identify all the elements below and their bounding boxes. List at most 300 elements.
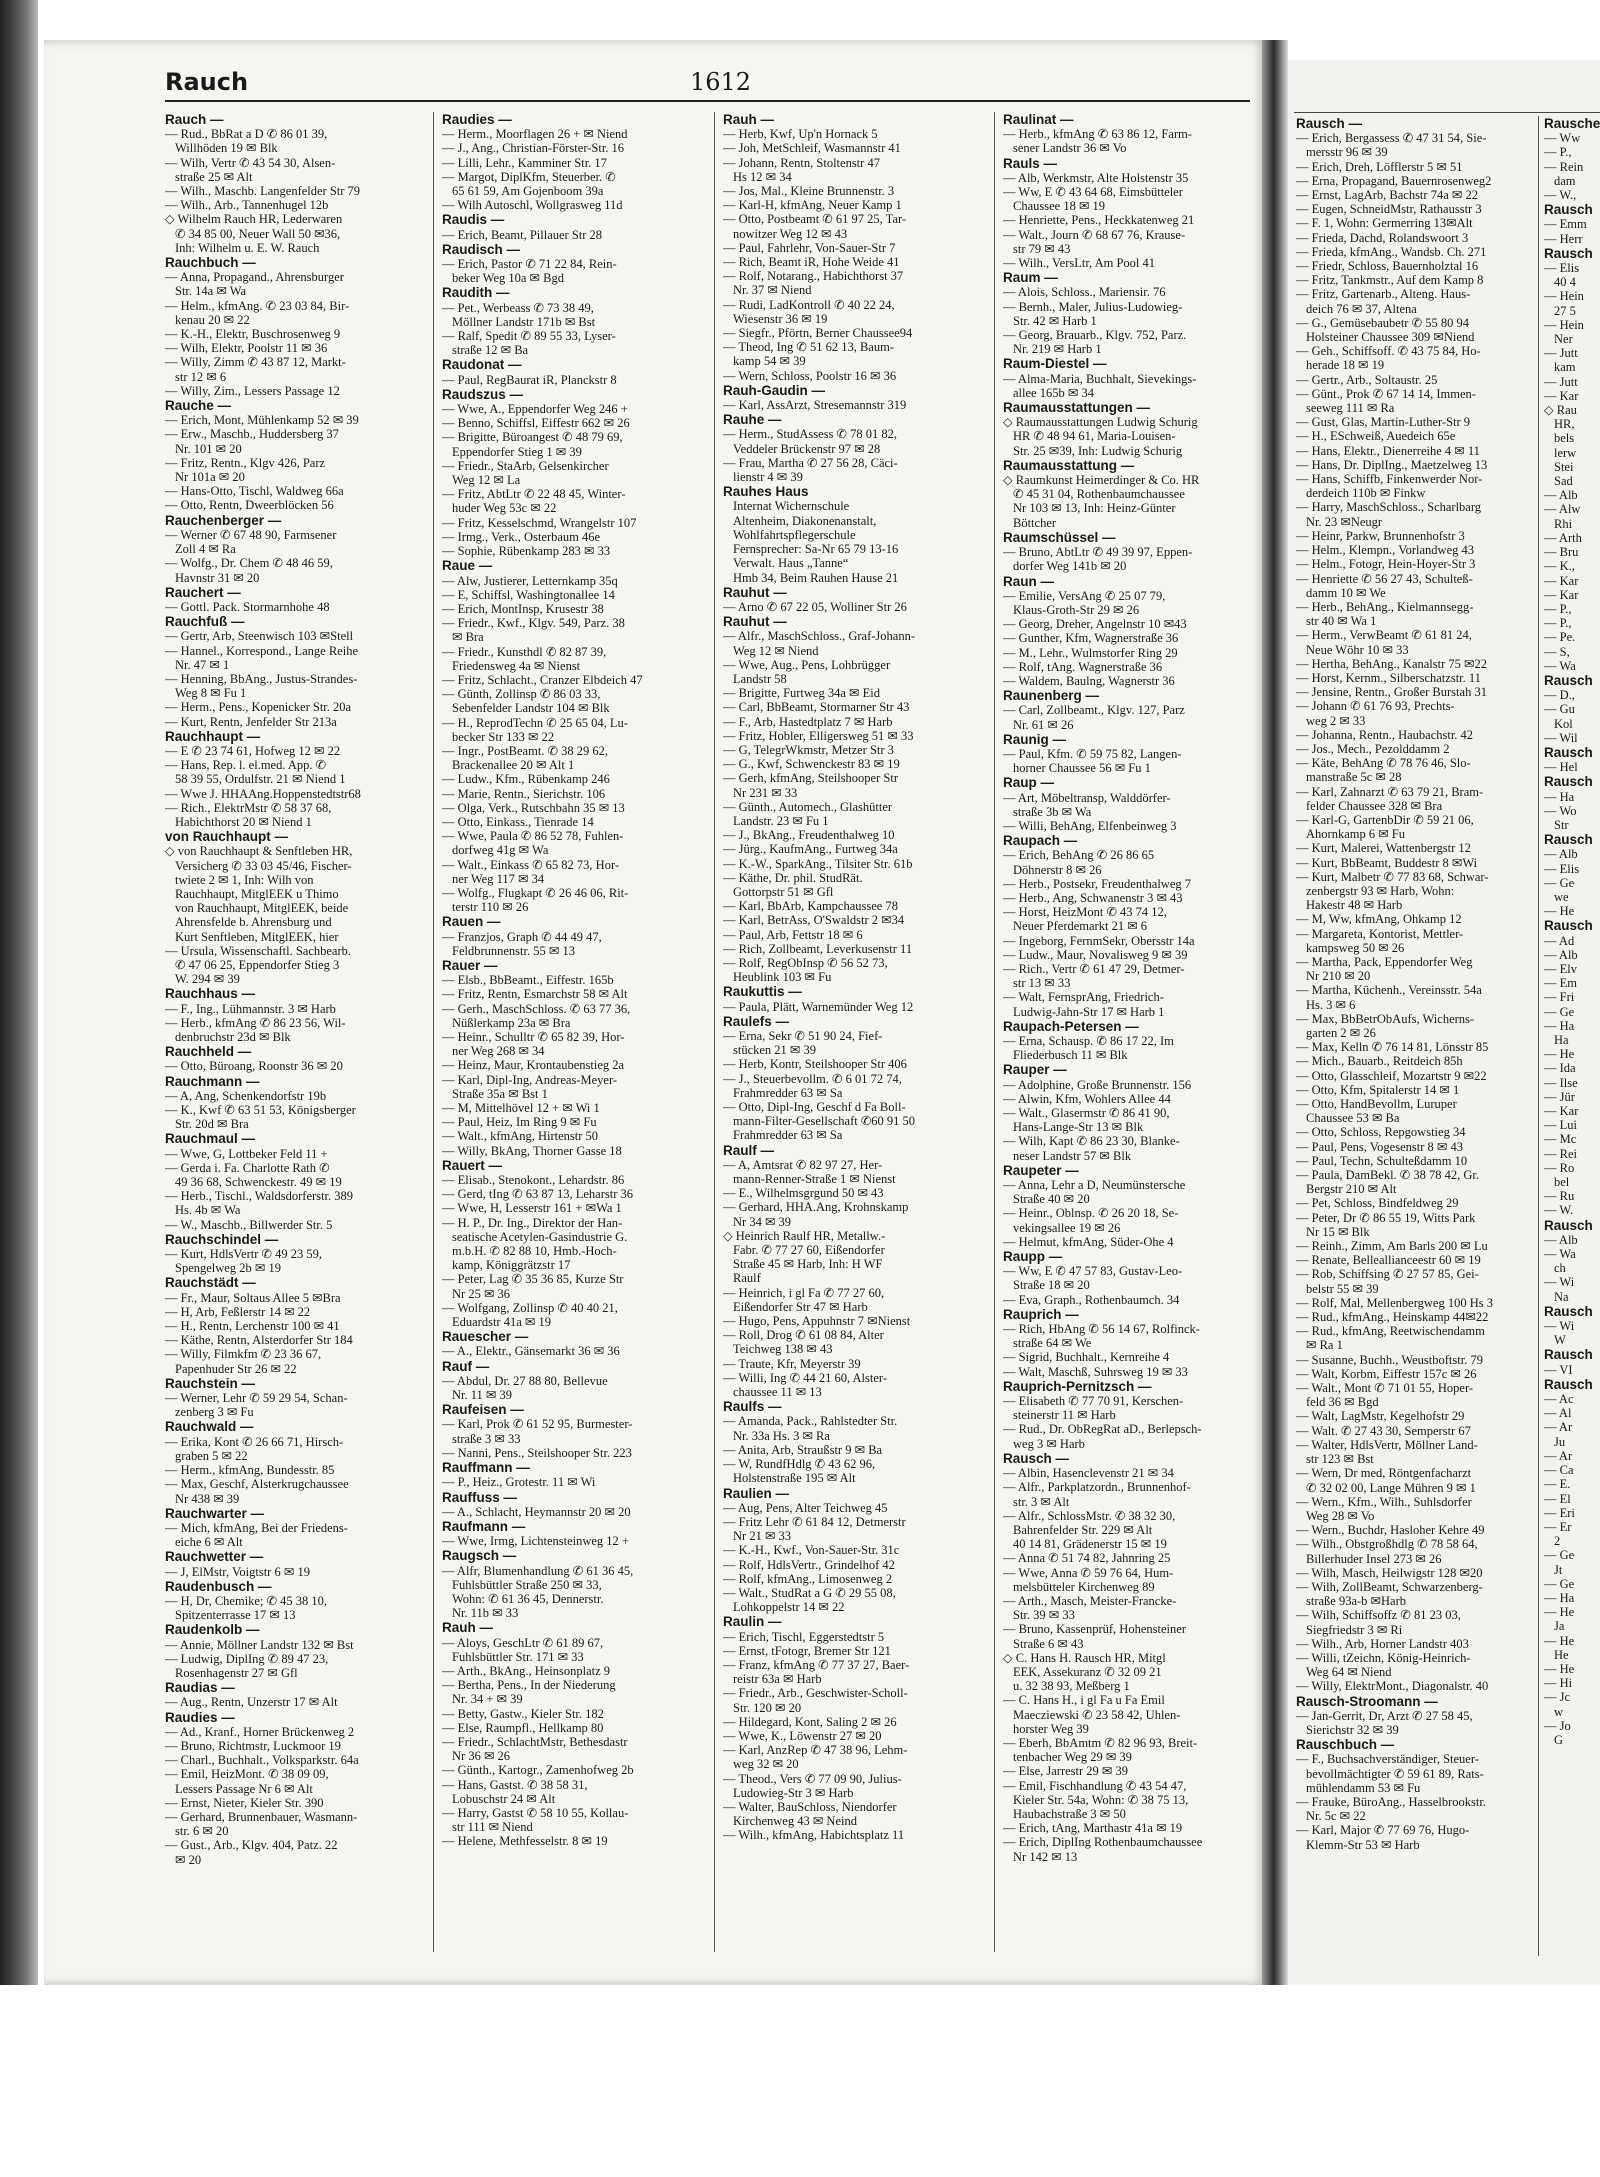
entry-line: — E, Schiffsl, Washingtonallee 14 <box>442 587 615 602</box>
entry-line: 49 36 68, Schwenckestr. 49 ✉ 19 <box>175 1175 342 1190</box>
entry-line: Jt <box>1554 1562 1563 1577</box>
entry-heading: Raupach-Petersen — <box>1003 1019 1139 1034</box>
entry-line: — Henning, BbAng., Justus-Strandes- <box>165 671 358 686</box>
entry-line: — Fritz, Schlacht., Cranzer Elbdeich 47 <box>442 672 643 687</box>
entry-line: Eißendorfer Str 47 ✉ Harb <box>733 1299 868 1314</box>
entry-line: Nr. 219 ✉ Harb 1 <box>1013 342 1102 357</box>
entry-line: — Wil <box>1544 730 1578 745</box>
entry-line: — Georg, Dreher, Angelnstr 10 ✉43 <box>1003 617 1187 632</box>
entry-line: — Emil, Fischhandlung ✆ 43 54 47, <box>1003 1778 1187 1793</box>
entry-line: — Susanne, Buchh., Weustboftstr. 79 <box>1296 1352 1483 1367</box>
entry-line: — Karl-H, kfmAng, Neuer Kamp 1 <box>723 198 902 213</box>
entry-heading: Rauch — <box>165 113 224 127</box>
entry-heading: Rauchwarter — <box>165 1506 265 1521</box>
entry-line: — Fritz Lehr ✆ 61 84 12, Detmerstr <box>723 1514 906 1529</box>
entry-line: — Karl, AssArzt, Stresemannstr 319 <box>723 398 907 413</box>
entry-heading: Raulefs — <box>723 1014 790 1029</box>
right-column-separator <box>1538 116 1539 1956</box>
entry-line: — Wilh, Masch, Heilwigstr 128 ✉20 <box>1296 1565 1483 1580</box>
entry-line: — G., Gemüsebaubetr ✆ 55 80 94 <box>1296 315 1469 330</box>
entry-line: — Wwe J. HHAAng.Hoppenstedtstr68 <box>165 786 361 801</box>
entry-line: Hmb 34, Beim Rauhen Hause 21 <box>733 570 899 585</box>
entry-line: — Jo <box>1544 1718 1571 1733</box>
entry-line: — Herb., BehAng., Kielmannsegg- <box>1296 599 1474 614</box>
entry-line: — Otto, Einkass., Tienrade 14 <box>442 814 594 829</box>
entry-heading: Raun — <box>1003 574 1055 589</box>
entry-line: — Arth., Masch, Meister-Francke- <box>1003 1593 1177 1608</box>
entry-heading: Raufeisen — <box>442 1403 524 1418</box>
entry-line: — Ernst, tFotogr, Bremer Str 121 <box>723 1643 891 1658</box>
entry-line: — Otto, Büroang, Roonstr 36 ✉ 20 <box>165 1059 343 1074</box>
entry-line: straße 64 ✉ We <box>1013 1336 1092 1351</box>
entry-line: Spengelweg 2b ✉ 19 <box>175 1261 281 1276</box>
entry-line: denbruchstr 23d ✉ Blk <box>175 1030 291 1044</box>
entry-heading: Raudenbusch — <box>165 1579 272 1594</box>
entry-line: mersstr 96 ✉ 39 <box>1306 145 1388 160</box>
entry-line: — W., Maschb., Billwerder Str. 5 <box>165 1217 333 1232</box>
entry-line: Haubachstraße 3 ✉ 50 <box>1013 1806 1126 1821</box>
entry-line: — Alfr., MaschSchloss., Graf-Johann- <box>723 629 915 644</box>
entry-line: — G, TelegrWkmstr, Metzer Str 3 <box>723 742 894 757</box>
entry-line: Nr. 5c ✉ 22 <box>1306 1809 1366 1824</box>
entry-line: HR, <box>1554 417 1575 432</box>
entry-line: Willhöden 19 ✉ Blk <box>175 141 278 156</box>
entry-line: — Erich, Dreh, Löfflerstr 5 ✉ 51 <box>1296 159 1463 174</box>
entry-line: — Walt., Glasermstr ✆ 86 41 90, <box>1003 1106 1170 1121</box>
entry-line: — Wwe, Aug., Pens, Lohbrügger <box>723 657 891 672</box>
entry-heading: Rausch <box>1544 246 1593 261</box>
entry-line: Fuhlsbüttler Str. 171 ✉ 33 <box>452 1649 584 1664</box>
entry-line: — Martha, Pack, Eppendorfer Weg <box>1296 954 1473 969</box>
entry-line: — Gerda i. Fa. Charlotte Rath ✆ <box>165 1160 330 1175</box>
entry-line: — J., BkAng., Freudenthalweg 10 <box>723 828 895 843</box>
entry-line: ✆ 34 85 00, Neuer Wall 50 ✉36, <box>175 226 341 241</box>
entry-line: Straße 40 ✉ 20 <box>1013 1192 1090 1207</box>
entry-line: kamp 54 ✉ 39 <box>733 354 806 369</box>
entry-heading: Raulin — <box>723 1615 782 1630</box>
entry-line: — Max, Kelln ✆ 76 14 81, Lönsstr 85 <box>1296 1040 1489 1055</box>
entry-line: — Wilh, Kapt ✆ 86 23 30, Blanke- <box>1003 1134 1180 1149</box>
entry-line: ◇ Heinrich Raulf HR, Metallw.- <box>723 1228 886 1243</box>
entry-line: — Paul, Techn, Schulteßdamm 10 <box>1296 1153 1468 1168</box>
entry-line: — Paula, DamBekl. ✆ 38 78 42, Gr. <box>1296 1168 1480 1183</box>
entry-line: — Willy, BkAng, Thorner Gasse 18 <box>442 1143 622 1158</box>
entry-line: — He <box>1544 1633 1575 1648</box>
entry-line: Fuhlsbüttler Straße 250 ✉ 33, <box>452 1577 602 1592</box>
entry-line: Kol <box>1554 716 1573 731</box>
entry-line: — Wi <box>1544 1319 1575 1334</box>
entry-line: huder Weg 53c ✉ 22 <box>452 501 557 516</box>
entry-line: — Johann, Rentn, Stoltenstr 47 <box>723 155 880 170</box>
column-separator <box>433 112 434 1952</box>
entry-line: — Wilh., Arb, Horner Landstr 403 <box>1296 1636 1469 1651</box>
entry-line: Na <box>1554 1289 1569 1304</box>
entry-line: — Hannel., Korrespond., Lange Reihe <box>165 643 358 658</box>
entry-line: — Alb <box>1544 1232 1578 1247</box>
entry-line: eiche 6 ✉ Alt <box>175 1535 243 1550</box>
entry-heading: Rausch <box>1544 1348 1593 1363</box>
entry-heading: Raunig — <box>1003 732 1066 747</box>
entry-line: 58 39 55, Ordulfstr. 21 ✉ Niend 1 <box>175 772 346 787</box>
entry-line: — J., Ang., Christian-Förster-Str. 16 <box>442 141 625 156</box>
entry-line: Ja <box>1554 1619 1565 1634</box>
entry-line: ner Weg 117 ✉ 34 <box>452 871 545 886</box>
entry-line: 27 5 <box>1554 303 1576 318</box>
entry-line: — Olga, Verk., Rutschbahn 35 ✉ 13 <box>442 800 625 815</box>
entry-line: — Irmg., Verk., Osterbaum 46e <box>442 529 601 544</box>
entry-line: — Anna, Propagand., Ahrensburger <box>165 270 344 285</box>
entry-line: — Friedr, Schloss, Bauernholztal 16 <box>1296 259 1479 274</box>
entry-line: — Wern., Buchdr, Hasloher Kehre 49 <box>1296 1523 1485 1538</box>
entry-line: — He <box>1544 1661 1575 1676</box>
entry-line: — Wern., Kfm., Wilh., Suhlsdorfer <box>1296 1494 1472 1509</box>
entry-line: — Theod, Ing ✆ 51 62 13, Baum- <box>723 340 894 355</box>
entry-line: — J., Steuerbevollm. ✆ 6 01 72 74, <box>723 1071 902 1086</box>
entry-line: — Traute, Kfr, Meyerstr 39 <box>723 1356 861 1371</box>
entry-line: W. 294 ✉ 39 <box>175 972 240 987</box>
entry-line: — Pet, Schloss, Bindfeldweg 29 <box>1296 1196 1459 1211</box>
entry-line: — El <box>1544 1491 1571 1506</box>
entry-line: bevollmächtigter ✆ 59 61 89, Rats- <box>1306 1766 1484 1781</box>
entry-heading: Rauchhaupt — <box>165 729 261 744</box>
entry-line: Raulf <box>733 1271 761 1286</box>
entry-line: ✉ 20 <box>175 1852 202 1867</box>
entry-line: — Wilh., Maschb. Langenfelder Str 79 <box>165 184 361 199</box>
entry-line: Versicherg ✆ 33 03 45/46, Fischer- <box>175 858 352 873</box>
entry-line: Altenheim, Diakonenanstalt, <box>733 513 877 528</box>
entry-line: — Herb, Kontr, Steilshooper Str 406 <box>723 1057 907 1072</box>
entry-line: — Ludw., Kfm., Rübenkamp 246 <box>442 772 610 787</box>
entry-heading: Rausch <box>1544 673 1593 688</box>
entry-line: Billerhuder Insel 273 ✉ 26 <box>1306 1551 1442 1566</box>
entry-line: von Rauchhaupt, MitglEEK, beide <box>175 901 349 916</box>
directory-column-4 <box>1003 112 1261 1952</box>
entry-line: HR ✆ 48 94 61, Maria-Louisen- <box>1013 429 1176 444</box>
entry-line: — Alb <box>1544 488 1578 503</box>
entry-line: — Rolf, kfmAng., Limosenweg 2 <box>723 1571 893 1586</box>
entry-heading: Raum — <box>1003 271 1058 286</box>
entry-line: zenbergstr 93 ✉ Harb, Wohn: <box>1306 883 1455 898</box>
entry-line: Stei <box>1554 459 1574 474</box>
entry-line: — Günth., Kartogr., Zamenhofweg 2b <box>442 1763 634 1778</box>
entry-line: — Karl, Zahnarzt ✆ 63 79 21, Bram- <box>1296 784 1484 799</box>
entry-heading: Rauschbuch — <box>1296 1738 1395 1753</box>
entry-line: — Lilli, Lehr., Kamminer Str. 17 <box>442 155 607 170</box>
entry-line: — Jutt <box>1544 346 1578 361</box>
entry-line: 40 14 81, Grädenerstr 15 ✉ 19 <box>1013 1537 1167 1552</box>
entry-line: — Wolfgang, Zollinsp ✆ 40 40 21, <box>442 1300 618 1315</box>
entry-heading: Rauhut — <box>723 615 787 630</box>
entry-line: — Kurt, HdlsVertr ✆ 49 23 59, <box>165 1247 322 1262</box>
entry-line: — Aloys, GeschLtr ✆ 61 89 67, <box>442 1635 604 1650</box>
entry-line: — Willy, ElektrMont., Diagonalstr. 40 <box>1296 1679 1489 1694</box>
entry-line: — Erich, Beamt, Pillauer Str 28 <box>442 227 603 242</box>
entry-line: — Herb., Tischl., Waldsdorferstr. 389 <box>165 1189 353 1204</box>
entry-line: — M., Lehr., Wulmstorfer Ring 29 <box>1003 645 1178 660</box>
entry-line: Frahmredder 63 ✉ Sa <box>733 1128 843 1143</box>
entry-line: — Johann ✆ 61 76 93, Prechts- <box>1296 699 1455 714</box>
entry-line: — Frau, Martha ✆ 27 56 28, Cäci- <box>723 455 898 470</box>
entry-line: — Gottl. Pack. Stormarnhohe 48 <box>165 599 330 614</box>
entry-line: Str. 39 ✉ 33 <box>1013 1608 1075 1623</box>
entry-line: Weg 64 ✉ Niend <box>1306 1665 1392 1680</box>
entry-line: — Ralf, Spedit ✆ 89 55 33, Lyser- <box>442 329 616 344</box>
entry-line: — Frieda, Dachd, Rolandswoort 3 <box>1296 230 1469 245</box>
entry-line: — Eberh, BbAmtm ✆ 82 96 93, Breit- <box>1003 1735 1198 1750</box>
entry-heading: Rauchmann — <box>165 1074 260 1089</box>
entry-line: — Rolf, Mal, Mellenbergweg 100 Hs 3 <box>1296 1295 1493 1310</box>
entry-line: — K., <box>1544 559 1575 574</box>
entry-heading: Rauls — <box>1003 156 1058 171</box>
entry-heading: Rauer — <box>442 958 498 973</box>
entry-line: ✉ Ra 1 <box>1306 1338 1343 1353</box>
entry-line: neser Landstr 57 ✉ Blk <box>1013 1148 1132 1163</box>
entry-line: becker Str 133 ✉ 22 <box>452 729 555 744</box>
entry-line: — Erich, BehAng ✆ 26 86 65 <box>1003 848 1155 863</box>
entry-line: — Erna, Schausp. ✆ 86 17 22, Im <box>1003 1034 1174 1048</box>
entry-line: Eduardstr 41a ✉ 19 <box>452 1315 551 1330</box>
entry-line: straße 3b ✉ Wa <box>1013 804 1092 819</box>
entry-line: Nr. 33a Hs. 3 ✉ Ra <box>733 1428 830 1443</box>
entry-line: — Eri <box>1544 1505 1575 1520</box>
entry-line: — Walt., kfmAng, Hirtenstr 50 <box>442 1129 599 1144</box>
entry-line: kamp, Königgrätzstr 17 <box>452 1258 571 1273</box>
entry-line: — Wilh., kfmAng, Habichtsplatz 11 <box>723 1828 905 1843</box>
entry-line: — Franzjos, Graph ✆ 44 49 47, <box>442 929 602 944</box>
entry-line: — Friedr., Kunsthdl ✆ 82 87 39, <box>442 644 607 659</box>
entry-heading: Raudias — <box>165 1681 235 1696</box>
entry-line: — Willi, BehAng, Elfenbeinweg 3 <box>1003 818 1177 833</box>
entry-line: str 40 ✉ Wa 1 <box>1306 614 1377 629</box>
entry-line: — Herb., Postsekr, Freudenthalweg 7 <box>1003 876 1192 891</box>
entry-heading: Raumschüssel — <box>1003 530 1116 545</box>
entry-line: — Rich., Vertr ✆ 61 47 29, Detmer- <box>1003 961 1185 976</box>
entry-line: terstr 110 ✉ 26 <box>452 900 529 915</box>
entry-line: — Marie, Rentn., Sierichstr. 106 <box>442 786 606 801</box>
entry-line: Kurt Senftleben, MitglEEK, hier <box>175 929 339 944</box>
entry-line: Nr 15 ✉ Blk <box>1306 1224 1370 1239</box>
entry-line: Landstr 58 <box>733 671 787 686</box>
entry-line: — Günth., Automech., Glashütter <box>723 799 893 814</box>
entry-line: — Carl, Zollbeamt., Klgv. 127, Parz <box>1003 703 1185 718</box>
entry-line: ◇ Wilhelm Rauch HR, Lederwaren <box>165 212 343 227</box>
entry-line: tenbacher Weg 29 ✉ 39 <box>1013 1750 1132 1765</box>
entry-line: — Rud., kfmAng., Heinskamp 44✉22 <box>1296 1310 1489 1325</box>
entry-line: — Walt, Maschß, Suhrsweg 19 ✉ 33 <box>1003 1364 1188 1379</box>
entry-line: — Rob, Schiffsing ✆ 27 57 85, Gei- <box>1296 1267 1479 1282</box>
entry-line: manstraße 5c ✉ 28 <box>1306 770 1402 785</box>
entry-line: — Ida <box>1544 1061 1576 1076</box>
entry-line: steinerstr 11 ✉ Harb <box>1013 1408 1116 1423</box>
entry-heading: Raulfs — <box>723 1400 782 1415</box>
entry-line: ◇ Raumkunst Heimerdinger & Co. HR <box>1003 473 1200 488</box>
entry-line: Nr 25 ✉ 36 <box>452 1286 511 1301</box>
entry-line: ◇ C. Hans H. Rausch HR, Mitgl <box>1003 1650 1166 1665</box>
entry-line: — Ilse <box>1544 1075 1578 1090</box>
entry-line: — Erich, DiplIng Rothenbaumchaussee <box>1003 1835 1203 1850</box>
entry-heading: Rauchstein — <box>165 1376 256 1391</box>
entry-line: Nr. 11 ✉ 39 <box>452 1388 513 1403</box>
entry-line: — K.-W., SparkAng., Tilsiter Str. 61b <box>723 856 913 871</box>
entry-line: Fernsprecher: Sa-Nr 65 79 13-16 <box>733 542 899 557</box>
entry-line: — Theod., Vers ✆ 77 09 90, Julius- <box>723 1771 902 1786</box>
entry-line: Nüßlerkamp 23a ✉ Bra <box>452 1015 571 1030</box>
entry-line: — Gerh, kfmAng, Steilshooper Str <box>723 771 898 786</box>
entry-line: Holsteiner Chaussee 309 ✉Niend <box>1306 330 1475 345</box>
entry-line: — Wilh., VersLtr, Am Pool 41 <box>1003 256 1156 271</box>
entry-heading: Rauh-Gaudin — <box>723 383 825 398</box>
entry-line: bel <box>1554 1175 1570 1190</box>
entry-line: Ha <box>1554 1033 1569 1047</box>
entry-line: mühlendamm 53 ✉ Fu <box>1306 1780 1421 1795</box>
entry-line: — Eva, Graph., Rothenbaumch. 34 <box>1003 1292 1180 1307</box>
entry-line: Ner <box>1554 332 1573 347</box>
entry-line: — Bru <box>1544 545 1579 560</box>
entry-line: twiete 2 ✉ 1, Inh: Wilh von <box>175 872 314 887</box>
entry-line: seeweg 111 ✉ Ra <box>1306 401 1395 416</box>
entry-line: Hs. 3 ✉ 6 <box>1306 997 1356 1012</box>
entry-line: — F., Buchsachverständiger, Steuer- <box>1296 1752 1479 1767</box>
entry-line: — Ingeborg, FernmSekr, Obersstr 14a <box>1003 933 1195 948</box>
entry-line: — Heinz, Maur, Krontaubenstieg 2a <box>442 1058 625 1073</box>
entry-line: — Rolf, HdlsVertr., Grindelhof 42 <box>723 1557 895 1572</box>
entry-line: — Wilh, Schiffsoffz ✆ 81 23 03, <box>1296 1608 1461 1623</box>
entry-line: — Käthe, Dr. phil. StudRät. <box>723 870 863 885</box>
entry-line: — Alwin, Kfm, Wohlers Allee 44 <box>1003 1091 1171 1106</box>
entry-line: — Karl, Dipl-Ing, Andreas-Meyer- <box>442 1072 618 1087</box>
scan-bottom-margin <box>0 1985 1600 2177</box>
entry-line: ◇ Raumausstattungen Ludwig Schurig <box>1003 415 1198 430</box>
entry-line: kampsweg 50 ✉ 26 <box>1306 940 1405 955</box>
entry-line: graben 5 ✉ 22 <box>175 1448 248 1463</box>
entry-line: — Sophie, Rübenkamp 283 ✉ 33 <box>442 544 611 559</box>
entry-heading: Rausch <box>1544 775 1593 790</box>
entry-line: — Gust, Glas, Martin-Luther-Str 9 <box>1296 415 1471 430</box>
entry-line: — W. <box>1544 1203 1574 1218</box>
entry-line: — Wi <box>1544 1275 1575 1290</box>
entry-line: — Ru <box>1544 1189 1575 1204</box>
entry-heading: Rauchmaul — <box>165 1132 256 1147</box>
entry-line: — Helm., Fotogr, Hein-Hoyer-Str 3 <box>1296 557 1476 572</box>
entry-line: Rhi <box>1554 516 1573 531</box>
entry-line: — Heinr., Schulltr ✆ 65 82 39, Hor- <box>442 1030 625 1044</box>
entry-line: — Ww, E ✆ 47 57 83, Gustav-Leo- <box>1003 1264 1183 1279</box>
directory-column-2 <box>442 112 700 1952</box>
entry-line: — Wwe, Anna ✆ 59 76 64, Hum- <box>1003 1565 1174 1580</box>
entry-heading: Rauh — <box>723 113 775 127</box>
entry-line: Ahornkamp 6 ✉ Fu <box>1306 827 1406 842</box>
entry-line: Nr 210 ✉ 20 <box>1306 969 1371 984</box>
entry-line: — Paul, Fahrlehr, Von-Sauer-Str 7 <box>723 240 896 255</box>
entry-line: — Anna, Lehr a D, Neumünstersche <box>1003 1178 1186 1193</box>
entry-line: straße 25 ✉ Alt <box>175 169 253 184</box>
entry-line: vekingsallee 19 ✉ 26 <box>1013 1220 1121 1235</box>
entry-line: — Emil, HeizMont. ✆ 38 09 09, <box>165 1767 329 1782</box>
entry-line: — Ge <box>1544 1576 1575 1591</box>
entry-line: — Albin, Hasenclevenstr 21 ✉ 34 <box>1003 1466 1174 1481</box>
entry-line: — H., Rentn, Lerchenstr 100 ✉ 41 <box>165 1319 340 1334</box>
entry-heading: Raup — <box>1003 776 1055 791</box>
entry-line: — Otto, Postbeamt ✆ 61 97 25, Tar- <box>723 212 907 227</box>
entry-line: Hs 12 ✉ 34 <box>733 169 792 184</box>
entry-line: — Otto, Rentn, Dweerblöcken 56 <box>165 498 334 513</box>
entry-line: — S, <box>1544 644 1570 659</box>
entry-line: derdeich 110b ✉ Finkw <box>1306 486 1426 501</box>
entry-line: — Ar <box>1544 1448 1573 1463</box>
entry-heading: Rauffuss — <box>442 1490 518 1505</box>
entry-line: — H. P., Dr. Ing., Direktor der Han- <box>442 1215 623 1230</box>
entry-line: lerw <box>1554 445 1577 460</box>
entry-line: — Alw, Justierer, Letternkamp 35q <box>442 573 618 588</box>
entry-line: Möllner Landstr 171b ✉ Bst <box>452 314 596 329</box>
entry-line: Nr 21 ✉ 33 <box>733 1529 792 1544</box>
entry-line: — Elsb., BbBeamt., Eiffestr. 165b <box>442 973 614 988</box>
entry-line: Kirchenweg 43 ✉ Neind <box>733 1814 857 1829</box>
entry-line: Str. 120 ✉ 20 <box>733 1700 802 1715</box>
entry-line: Nr 142 ✉ 13 <box>1013 1849 1078 1864</box>
entry-line: str 13 ✉ 33 <box>1013 976 1071 991</box>
entry-heading: Rausch <box>1544 1218 1593 1233</box>
entry-line: — Wilh., Obstgroßhdlg ✆ 78 58 64, <box>1296 1537 1478 1552</box>
entry-line: — Eugen, SchneidMstr, Rathausstr 3 <box>1296 202 1482 217</box>
entry-line: — Gertr., Arb., Soltaustr. 25 <box>1296 372 1438 387</box>
entry-line: — Brigitte, Furtweg 34a ✉ Eid <box>723 686 880 701</box>
entry-line: — Gerd, tIng ✆ 63 87 13, Leharstr 36 <box>442 1187 633 1202</box>
entry-heading: Raudis — <box>442 213 505 228</box>
entry-line: — W., <box>1544 188 1577 203</box>
entry-line: — Werner, Lehr ✆ 59 29 54, Schan- <box>165 1391 348 1406</box>
entry-line: — Walt., Einkass ✆ 65 82 73, Hor- <box>442 857 620 872</box>
entry-line: Nr 438 ✉ 39 <box>175 1491 240 1506</box>
entry-heading: Rauprich-Pernitzsch — <box>1003 1379 1152 1394</box>
entry-line: Straße 6 ✉ 43 <box>1013 1636 1084 1651</box>
entry-line: — Rolf, RegObInsp ✆ 56 52 73, <box>723 955 888 970</box>
entry-line: — Amanda, Pack., Rahlstedter Str. <box>723 1414 898 1429</box>
entry-line: — E ✆ 23 74 61, Hofweg 12 ✉ 22 <box>165 743 341 758</box>
entry-line: — Bruno, AbtLtr ✆ 49 39 97, Eppen- <box>1003 545 1193 560</box>
entry-line: — Mc <box>1544 1132 1577 1147</box>
entry-line: — Rich, HbAng ✆ 56 14 67, Rolfinck- <box>1003 1322 1200 1337</box>
entry-line: ◇ Rau <box>1544 403 1577 418</box>
entry-line: — Hel <box>1544 760 1578 775</box>
entry-line: — Rei <box>1544 1146 1577 1161</box>
entry-line: Chaussee 18 ✉ 19 <box>1013 199 1106 214</box>
entry-line: Straße 18 ✉ 20 <box>1013 1278 1090 1293</box>
entry-heading: Rausche <box>1544 117 1600 131</box>
entry-line: melsbütteler Kirchenweg 89 <box>1013 1579 1155 1594</box>
entry-line: — Wern, Dr med, Röntgenfacharzt <box>1296 1466 1472 1481</box>
column-separator <box>994 112 995 1952</box>
entry-heading: Rausch — <box>1296 117 1363 131</box>
entry-heading: Raudenkolb — <box>165 1623 260 1638</box>
entry-line: — Renate, Belleallianceestr 60 ✉ 19 <box>1296 1253 1481 1268</box>
entry-line: garten 2 ✉ 26 <box>1306 1026 1376 1040</box>
entry-line: — Wolfg., Dr. Chem ✆ 48 46 59, <box>165 556 333 571</box>
entry-line: — Fr., Maur, Soltaus Allee 5 ✉Bra <box>165 1290 341 1305</box>
entry-line: — Arno ✆ 67 22 05, Wolliner Str 26 <box>723 599 907 614</box>
entry-line: Lohkoppelstr 14 ✉ 22 <box>733 1600 845 1615</box>
entry-line: — Otto, Schloss, Repgowstieg 34 <box>1296 1125 1466 1140</box>
entry-line: allee 165b ✉ 34 <box>1013 385 1094 400</box>
entry-line: — Käte, BehAng ✆ 78 76 46, Slo- <box>1296 756 1471 771</box>
entry-line: mann-Renner-Straße 1 ✉ Nienst <box>733 1172 896 1187</box>
entry-heading: Rausch <box>1544 1304 1593 1319</box>
entry-line: Hakestr 48 ✉ Harb <box>1306 898 1403 913</box>
entry-line: Landstr. 23 ✉ Fu 1 <box>733 813 829 828</box>
entry-line: — Gu <box>1544 702 1575 717</box>
entry-line: — P., Heiz., Grotestr. 11 ✉ Wi <box>442 1475 596 1490</box>
entry-line: — Wwe, Irmg, Lichtensteinweg 12 + <box>442 1534 629 1549</box>
